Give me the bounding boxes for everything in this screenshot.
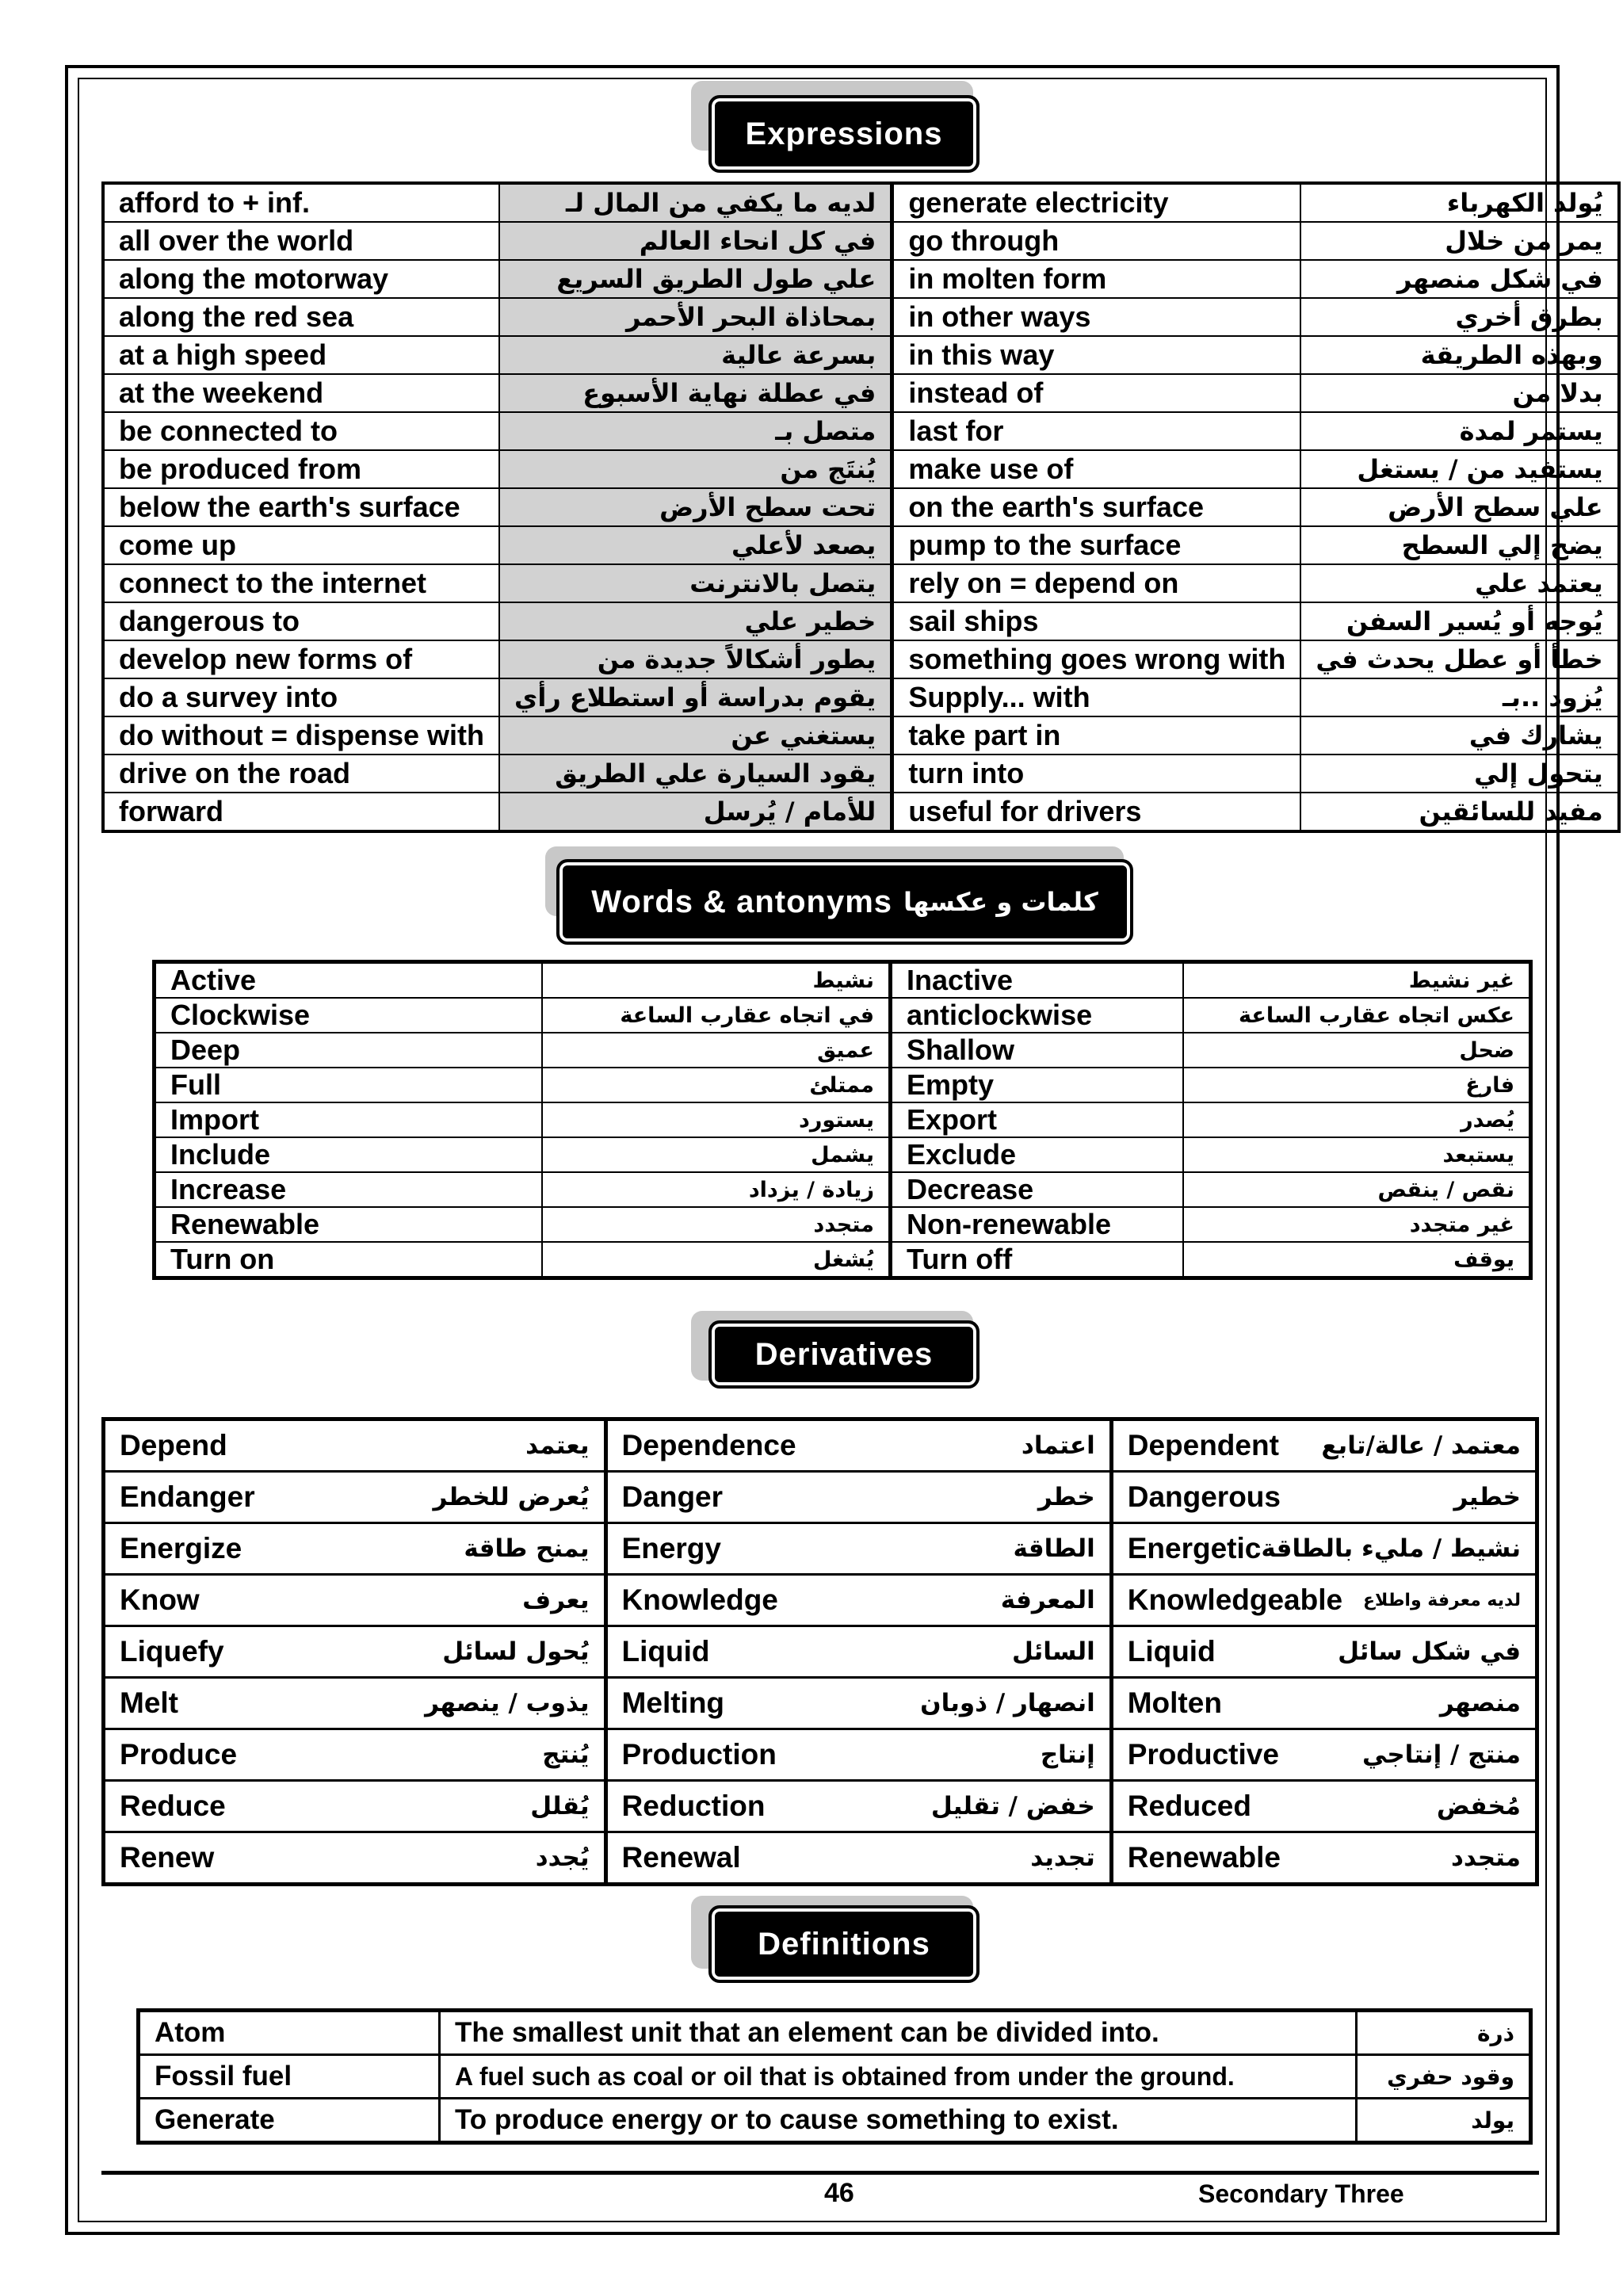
derivatives-table: [101, 1417, 1539, 1886]
antonym-opposite: Empty: [891, 1068, 1184, 1102]
derivative-cell: [605, 1781, 1111, 1832]
derivative-pair: [1128, 1532, 1521, 1565]
expression-row: [103, 678, 1619, 716]
derivative-row: [104, 1575, 1537, 1626]
antonym-opposite-ar: يُصدر: [1183, 1102, 1531, 1137]
derivative-cell: [1111, 1729, 1537, 1781]
antonym-opposite-ar: عكس اتجاه عقارب الساعة: [1183, 998, 1531, 1033]
expression-ar: لديه ما يكفي من المال لـ: [499, 183, 892, 222]
antonyms-title: [559, 862, 1130, 942]
derivative-adjective-ar: منتج / إنتاجي: [1361, 1740, 1521, 1769]
derivative-adjective-ar: منصهر: [1439, 1689, 1521, 1717]
antonym-opposite-ar: يوقف: [1183, 1242, 1531, 1278]
derivative-verb-ar: يعتمد: [525, 1431, 590, 1460]
derivative-pair: [622, 1635, 1095, 1668]
derivative-adjective: Energetic: [1127, 1532, 1262, 1564]
expression-row: [103, 336, 1619, 374]
expression-en: develop new forms of: [103, 640, 499, 678]
expression-row: [103, 793, 1619, 831]
derivative-noun: Renewal: [621, 1841, 741, 1874]
expression-ar: بمحاذاة البحر الأحمر: [499, 298, 892, 336]
expression-row: [103, 564, 1619, 602]
derivative-noun: Melting: [621, 1687, 725, 1719]
derivative-adjective-ar: متجدد: [1450, 1843, 1521, 1872]
expression-en: in molten form: [892, 260, 1301, 298]
derivative-noun: Reduction: [621, 1790, 766, 1822]
derivative-noun: Production: [621, 1738, 777, 1771]
derivative-pair: [622, 1429, 1095, 1462]
expression-en: make use of: [892, 450, 1301, 488]
expression-ar: يستفيد من / يستغل: [1300, 450, 1618, 488]
definition-row: [139, 2011, 1531, 2055]
expression-en: be connected to: [103, 412, 499, 450]
expression-row: [103, 222, 1619, 260]
antonym-word-ar: يشمل: [542, 1137, 891, 1172]
antonym-word: Deep: [155, 1033, 543, 1068]
footer-rule: [101, 2171, 1539, 2175]
antonym-opposite: Turn off: [891, 1242, 1184, 1278]
expression-en: in this way: [892, 336, 1301, 374]
derivative-noun-ar: اعتماد: [1021, 1431, 1095, 1460]
antonym-word-ar: في اتجاه عقارب الساعة: [542, 998, 891, 1033]
derivative-verb: Produce: [120, 1738, 238, 1771]
derivative-row: [104, 1781, 1537, 1832]
expression-ar: يقود السيارة علي الطريق: [499, 755, 892, 793]
expressions-header: [708, 95, 980, 173]
definition-ar: وقود حفري: [1357, 2055, 1531, 2099]
expression-row: [103, 488, 1619, 526]
definition-word: Fossil fuel: [139, 2055, 440, 2099]
expression-ar: تحت سطح الأرض: [499, 488, 892, 526]
expression-ar: وبهذه الطريقة: [1300, 336, 1618, 374]
expression-ar: بطرق أخري: [1300, 298, 1618, 336]
antonym-opposite-ar: غير متجدد: [1183, 1207, 1531, 1242]
derivative-verb-ar: يُحول لسائل: [442, 1637, 590, 1666]
definition-row: [139, 2099, 1531, 2143]
derivative-verb: Reduce: [120, 1790, 226, 1822]
derivative-adjective: Liquid: [1127, 1635, 1216, 1668]
derivative-pair: [1128, 1790, 1521, 1823]
definition-row: [139, 2055, 1531, 2099]
expression-en: at the weekend: [103, 374, 499, 412]
expression-en: take part in: [892, 716, 1301, 755]
expression-ar: بسرعة عالية: [499, 336, 892, 374]
derivative-noun-ar: الطاقة: [1013, 1534, 1095, 1563]
expression-ar: بدلا من: [1300, 374, 1618, 412]
page-number: 46: [824, 2178, 854, 2208]
derivative-pair: [622, 1480, 1095, 1514]
antonym-word: Increase: [155, 1172, 543, 1207]
derivative-adjective: Molten: [1127, 1687, 1222, 1719]
derivative-cell: [1111, 1472, 1537, 1523]
derivative-noun: Danger: [621, 1480, 724, 1513]
definitions-title: Definitions: [758, 1926, 930, 1962]
antonym-opposite: Shallow: [891, 1033, 1184, 1068]
derivative-adjective: Renewable: [1127, 1841, 1281, 1874]
derivative-verb-ar: يمنح طاقة: [464, 1534, 590, 1563]
antonym-row: [155, 962, 1531, 999]
derivative-cell: [605, 1678, 1111, 1729]
derivative-cell: [1111, 1626, 1537, 1678]
derivative-pair: [622, 1687, 1095, 1720]
derivative-pair: [1128, 1738, 1521, 1771]
expression-en: sail ships: [892, 602, 1301, 640]
antonym-word-ar: نشيط: [542, 962, 891, 999]
derivative-cell: [104, 1472, 606, 1523]
expression-ar: يمر من خلال: [1300, 222, 1618, 260]
definition-text: A fuel such as coal or oil that is obtained from under the ground.: [440, 2055, 1357, 2099]
derivative-pair: [120, 1429, 590, 1462]
antonym-opposite: anticlockwise: [891, 998, 1184, 1033]
derivative-pair: [1128, 1429, 1521, 1462]
derivative-pair: [1128, 1841, 1521, 1874]
derivative-verb-ar: يُعرض للخطر: [433, 1483, 590, 1511]
derivative-adjective: Reduced: [1127, 1790, 1251, 1822]
derivative-cell: [1111, 1575, 1537, 1626]
antonyms-header: [556, 859, 1133, 945]
derivative-adjective: Dangerous: [1127, 1480, 1281, 1513]
derivative-pair: [120, 1480, 590, 1514]
derivative-noun-ar: انصهار / ذوبان: [920, 1689, 1095, 1717]
expression-row: [103, 298, 1619, 336]
derivative-adjective-ar: لديه معرفة واطلاع: [1362, 1590, 1521, 1610]
expression-ar: يشارك في: [1300, 716, 1618, 755]
antonym-opposite-ar: غير نشيط: [1183, 962, 1531, 999]
derivative-adjective: Knowledgeable: [1127, 1584, 1343, 1616]
derivative-noun-ar: إنتاج: [1040, 1740, 1095, 1769]
derivative-pair: [120, 1532, 590, 1565]
expression-en: forward: [103, 793, 499, 831]
expression-ar: يصعد لأعلي: [499, 526, 892, 564]
antonym-opposite: Non-renewable: [891, 1207, 1184, 1242]
expression-ar: في كل انحاء العالم: [499, 222, 892, 260]
antonym-word: Turn on: [155, 1242, 543, 1278]
antonym-row: [155, 1207, 1531, 1242]
derivative-noun: Energy: [621, 1532, 721, 1564]
antonym-row: [155, 1102, 1531, 1137]
derivative-verb: Melt: [120, 1687, 178, 1719]
derivative-verb: Energize: [120, 1532, 242, 1564]
antonym-word: Active: [155, 962, 543, 999]
antonym-opposite: Inactive: [891, 962, 1184, 999]
antonym-opposite-ar: نقص / ينقص: [1183, 1172, 1531, 1207]
derivative-row: [104, 1472, 1537, 1523]
expression-en: drive on the road: [103, 755, 499, 793]
expression-ar: خطأ أو عطل يحدث في: [1300, 640, 1618, 678]
derivative-adjective-ar: معتمد / عالة/تابع: [1321, 1431, 1521, 1460]
expression-ar: علي سطح الأرض: [1300, 488, 1618, 526]
derivative-pair: [120, 1687, 590, 1720]
derivative-verb: Depend: [120, 1429, 227, 1461]
derivative-verb-ar: يعرف: [522, 1586, 590, 1614]
expression-ar: خطير علي: [499, 602, 892, 640]
derivative-verb: Know: [120, 1584, 200, 1616]
expression-en: come up: [103, 526, 499, 564]
expression-en: afford to + inf.: [103, 183, 499, 222]
derivative-pair: [1128, 1480, 1521, 1514]
expression-en: do without = dispense with: [103, 716, 499, 755]
derivative-noun: Knowledge: [621, 1584, 778, 1616]
definition-text: To produce energy or to cause something to exist.: [440, 2099, 1357, 2143]
derivative-cell: [1111, 1419, 1537, 1472]
derivative-cell: [605, 1729, 1111, 1781]
derivative-adjective: Productive: [1127, 1738, 1279, 1771]
expression-en: Supply... with: [892, 678, 1301, 716]
derivative-row: [104, 1419, 1537, 1472]
footer-label: Secondary Three: [1198, 2179, 1404, 2208]
definitions-table: [136, 2008, 1533, 2145]
antonyms-title-en: Words & antonyms: [591, 884, 893, 919]
expression-en: be produced from: [103, 450, 499, 488]
antonym-word-ar: ممتلئ: [542, 1068, 891, 1102]
antonym-opposite-ar: فارغ: [1183, 1068, 1531, 1102]
derivative-cell: [104, 1575, 606, 1626]
antonym-word-ar: متجدد: [542, 1207, 891, 1242]
expression-en: below the earth's surface: [103, 488, 499, 526]
derivative-row: [104, 1678, 1537, 1729]
antonym-row: [155, 1172, 1531, 1207]
derivative-cell: [104, 1678, 606, 1729]
derivative-adjective-ar: مُخفض: [1436, 1792, 1521, 1820]
expression-ar: يضخ إلي السطح: [1300, 526, 1618, 564]
definition-text: The smallest unit that an element can be divided into.: [440, 2011, 1357, 2055]
expression-ar: يقوم بدراسة أو استطلاع رأي: [499, 678, 892, 716]
derivative-cell: [605, 1419, 1111, 1472]
derivative-cell: [104, 1626, 606, 1678]
antonym-opposite: Exclude: [891, 1137, 1184, 1172]
derivative-adjective-ar: في شكل سائل: [1338, 1637, 1521, 1666]
expression-en: on the earth's surface: [892, 488, 1301, 526]
expression-ar: للأمام / يُرسل: [499, 793, 892, 831]
expression-ar: مفيد للسائقين: [1300, 793, 1618, 831]
antonym-word-ar: يُشغل: [542, 1242, 891, 1278]
derivative-pair: [622, 1790, 1095, 1823]
antonym-opposite: Export: [891, 1102, 1184, 1137]
derivative-pair: [120, 1584, 590, 1617]
antonyms-table: [152, 960, 1533, 1280]
derivative-pair: [1128, 1635, 1521, 1668]
derivative-row: [104, 1832, 1537, 1885]
expression-en: rely on = depend on: [892, 564, 1301, 602]
derivative-cell: [605, 1472, 1111, 1523]
derivative-row: [104, 1729, 1537, 1781]
derivative-noun: Liquid: [621, 1635, 710, 1668]
expression-row: [103, 260, 1619, 298]
antonym-word-ar: زيادة / يزداد: [542, 1172, 891, 1207]
derivative-noun-ar: المعرفة: [1000, 1586, 1095, 1614]
expressions-table: [101, 181, 1621, 833]
antonym-opposite: Decrease: [891, 1172, 1184, 1207]
expression-en: pump to the surface: [892, 526, 1301, 564]
expression-ar: يُنتَج من: [499, 450, 892, 488]
antonym-word-ar: عميق: [542, 1033, 891, 1068]
antonym-row: [155, 1137, 1531, 1172]
expression-row: [103, 450, 1619, 488]
antonym-row: [155, 1068, 1531, 1102]
derivative-pair: [622, 1532, 1095, 1565]
derivative-verb: Endanger: [120, 1480, 255, 1513]
derivative-cell: [104, 1419, 606, 1472]
definition-word: Atom: [139, 2011, 440, 2055]
derivative-verb-ar: يُنتج: [542, 1740, 590, 1769]
derivative-verb: Renew: [120, 1841, 215, 1874]
expression-ar: يُزود ..بـ: [1300, 678, 1618, 716]
expression-row: [103, 412, 1619, 450]
derivative-cell: [1111, 1832, 1537, 1885]
expression-en: dangerous to: [103, 602, 499, 640]
antonym-row: [155, 1242, 1531, 1278]
expression-row: [103, 640, 1619, 678]
derivative-row: [104, 1626, 1537, 1678]
expression-ar: يستغني عن: [499, 716, 892, 755]
derivative-cell: [1111, 1678, 1537, 1729]
derivative-row: [104, 1523, 1537, 1575]
derivative-pair: [622, 1738, 1095, 1771]
expression-ar: يعتمد علي: [1300, 564, 1618, 602]
derivative-adjective-ar: خطير: [1453, 1483, 1521, 1511]
expression-en: along the motorway: [103, 260, 499, 298]
derivative-adjective: Dependent: [1127, 1429, 1279, 1461]
derivative-pair: [120, 1635, 590, 1668]
expression-ar: يُوجه أو يُسير السفن: [1300, 602, 1618, 640]
derivative-cell: [605, 1626, 1111, 1678]
derivative-pair: [1128, 1687, 1521, 1720]
expression-en: do a survey into: [103, 678, 499, 716]
expression-ar: يتحول إلي: [1300, 755, 1618, 793]
derivative-noun-ar: خطر: [1037, 1483, 1095, 1511]
derivative-verb-ar: يُجدد: [535, 1843, 590, 1872]
expression-ar: يُولد الكهرباء: [1300, 183, 1618, 222]
definitions-header: [708, 1905, 980, 1983]
antonym-opposite-ar: يستبعد: [1183, 1137, 1531, 1172]
derivative-pair: [120, 1841, 590, 1874]
derivative-cell: [104, 1523, 606, 1575]
expression-ar: يستمر لمدة: [1300, 412, 1618, 450]
derivative-pair: [622, 1841, 1095, 1874]
antonym-word: Renewable: [155, 1207, 543, 1242]
derivative-noun-ar: تجديد: [1030, 1843, 1095, 1872]
expression-en: along the red sea: [103, 298, 499, 336]
definition-ar: ذرة: [1357, 2011, 1531, 2055]
derivative-noun-ar: السائل: [1011, 1637, 1095, 1666]
derivative-verb-ar: يُقلل: [530, 1792, 590, 1820]
expression-row: [103, 374, 1619, 412]
expressions-title: Expressions: [745, 116, 943, 151]
expression-ar: في عطلة نهاية الأسبوع: [499, 374, 892, 412]
expression-row: [103, 755, 1619, 793]
derivative-pair: [1128, 1584, 1521, 1617]
expression-row: [103, 716, 1619, 755]
expression-row: [103, 526, 1619, 564]
expression-row: [103, 183, 1619, 222]
antonyms-title-ar: كلمات و عكسها: [903, 887, 1098, 917]
derivative-verb: Liquefy: [120, 1635, 224, 1668]
derivative-noun: Dependence: [621, 1429, 796, 1461]
derivative-noun-ar: خفض / تقليل: [930, 1792, 1095, 1820]
expression-ar: علي طول الطريق السريع: [499, 260, 892, 298]
expression-en: last for: [892, 412, 1301, 450]
derivative-cell: [605, 1832, 1111, 1885]
derivative-pair: [120, 1790, 590, 1823]
expression-ar: يطور أشكالاً جديدة من: [499, 640, 892, 678]
antonym-word: Full: [155, 1068, 543, 1102]
expression-ar: في شكل منصهر: [1300, 260, 1618, 298]
expression-en: connect to the internet: [103, 564, 499, 602]
expression-en: useful for drivers: [892, 793, 1301, 831]
derivative-cell: [104, 1832, 606, 1885]
expression-ar: يتصل بالانترنت: [499, 564, 892, 602]
definition-word: Generate: [139, 2099, 440, 2143]
definition-ar: يولد: [1357, 2099, 1531, 2143]
derivative-adjective-ar: نشيط / مليء بالطاقة: [1261, 1534, 1521, 1563]
expression-en: generate electricity: [892, 183, 1301, 222]
expression-en: turn into: [892, 755, 1301, 793]
derivative-cell: [104, 1729, 606, 1781]
derivatives-title: Derivatives: [754, 1336, 934, 1372]
antonym-row: [155, 998, 1531, 1033]
antonym-word: Include: [155, 1137, 543, 1172]
antonym-opposite-ar: ضحل: [1183, 1033, 1531, 1068]
expression-en: go through: [892, 222, 1301, 260]
antonym-word: Import: [155, 1102, 543, 1137]
derivative-pair: [120, 1738, 590, 1771]
expression-en: at a high speed: [103, 336, 499, 374]
antonym-row: [155, 1033, 1531, 1068]
derivative-cell: [1111, 1523, 1537, 1575]
derivatives-header: [708, 1320, 980, 1389]
derivative-cell: [605, 1575, 1111, 1626]
expression-en: something goes wrong with: [892, 640, 1301, 678]
derivative-cell: [104, 1781, 606, 1832]
antonym-word-ar: يستورد: [542, 1102, 891, 1137]
derivative-cell: [605, 1523, 1111, 1575]
expression-en: all over the world: [103, 222, 499, 260]
expression-ar: متصل بـ: [499, 412, 892, 450]
expression-en: in other ways: [892, 298, 1301, 336]
derivative-pair: [622, 1584, 1095, 1617]
expression-row: [103, 602, 1619, 640]
expression-en: instead of: [892, 374, 1301, 412]
antonym-word: Clockwise: [155, 998, 543, 1033]
derivative-verb-ar: يذوب / ينصهر: [425, 1689, 590, 1717]
derivative-cell: [1111, 1781, 1537, 1832]
